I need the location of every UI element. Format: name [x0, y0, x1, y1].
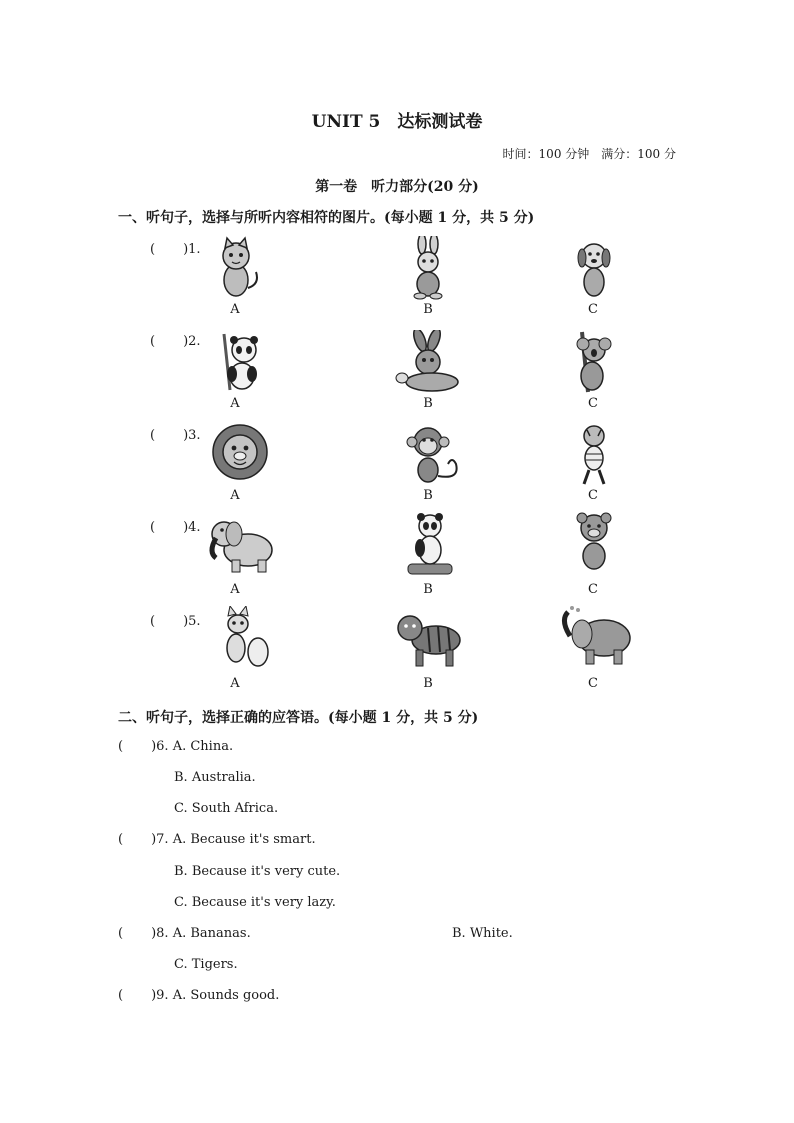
- exam-meta: 时间：100 分钟 满分：100 分: [502, 147, 676, 161]
- question-3-number: ( )3.: [150, 428, 201, 443]
- answer-option: A. Bananas.: [172, 926, 251, 941]
- dog-icon: [554, 236, 634, 300]
- section-heading: 第一卷 听力部分(20 分): [315, 179, 479, 195]
- option-label: B: [423, 302, 433, 317]
- part2-heading: 二、听句子，选择正确的应答语。(每小题 1 分，共 5 分): [118, 710, 479, 726]
- answer-option: C. Because it's very lazy.: [174, 895, 336, 910]
- rabbit-lying-icon: [388, 330, 468, 394]
- answer-option: A. China.: [172, 739, 234, 754]
- question-1-number: ( )1.: [150, 242, 201, 257]
- option-label: A: [230, 582, 240, 597]
- part1-heading: 一、听句子，选择与所听内容相符的图片。(每小题 1 分，共 5 分): [118, 210, 535, 226]
- answer-option: C. Tigers.: [174, 957, 238, 972]
- option-label: A: [230, 488, 240, 503]
- option-label: C: [588, 676, 598, 691]
- question-2-number: ( )2.: [150, 334, 201, 349]
- bear-icon: [554, 512, 634, 576]
- lion-icon: [200, 422, 280, 486]
- question-5-number: ( )5.: [150, 614, 201, 629]
- panda-icon: [200, 330, 280, 394]
- option-label: B: [423, 396, 433, 411]
- tiger-cartoon-icon: [554, 422, 634, 486]
- option-label: C: [588, 302, 598, 317]
- option-label: A: [230, 302, 240, 317]
- answer-option: A. Sounds good.: [172, 988, 280, 1003]
- tiger-icon: [388, 606, 468, 670]
- question-9: ( )9. A. Sounds good.: [118, 988, 280, 1003]
- option-label: C: [588, 582, 598, 597]
- elephant-spray-icon: [554, 606, 634, 670]
- question-8: ( )8. A. Bananas.: [118, 926, 251, 941]
- monkey-icon: [388, 422, 468, 486]
- option-label: A: [230, 676, 240, 691]
- cat-icon: [200, 236, 280, 300]
- question-7: ( )7. A. Because it's smart.: [118, 832, 316, 847]
- question-6: ( )6. A. China.: [118, 739, 234, 754]
- answer-option: B. Australia.: [174, 770, 256, 785]
- option-label: C: [588, 488, 598, 503]
- rabbit-icon: [388, 236, 468, 300]
- option-label: C: [588, 396, 598, 411]
- option-label: B: [423, 582, 433, 597]
- answer-option: A. Because it's smart.: [172, 832, 316, 847]
- answer-option: B. Because it's very cute.: [174, 864, 341, 879]
- fox-icon: [200, 606, 280, 670]
- koala-icon: [554, 330, 634, 394]
- panda-sitting-icon: [388, 512, 468, 576]
- option-label: B: [423, 488, 433, 503]
- answer-option: C. South Africa.: [174, 801, 279, 816]
- page-title: UNIT 5 达标测试卷: [311, 112, 483, 132]
- option-label: A: [230, 396, 240, 411]
- answer-option: B. White.: [452, 926, 513, 941]
- question-4-number: ( )4.: [150, 520, 201, 535]
- option-label: B: [423, 676, 433, 691]
- elephant-icon: [200, 512, 280, 576]
